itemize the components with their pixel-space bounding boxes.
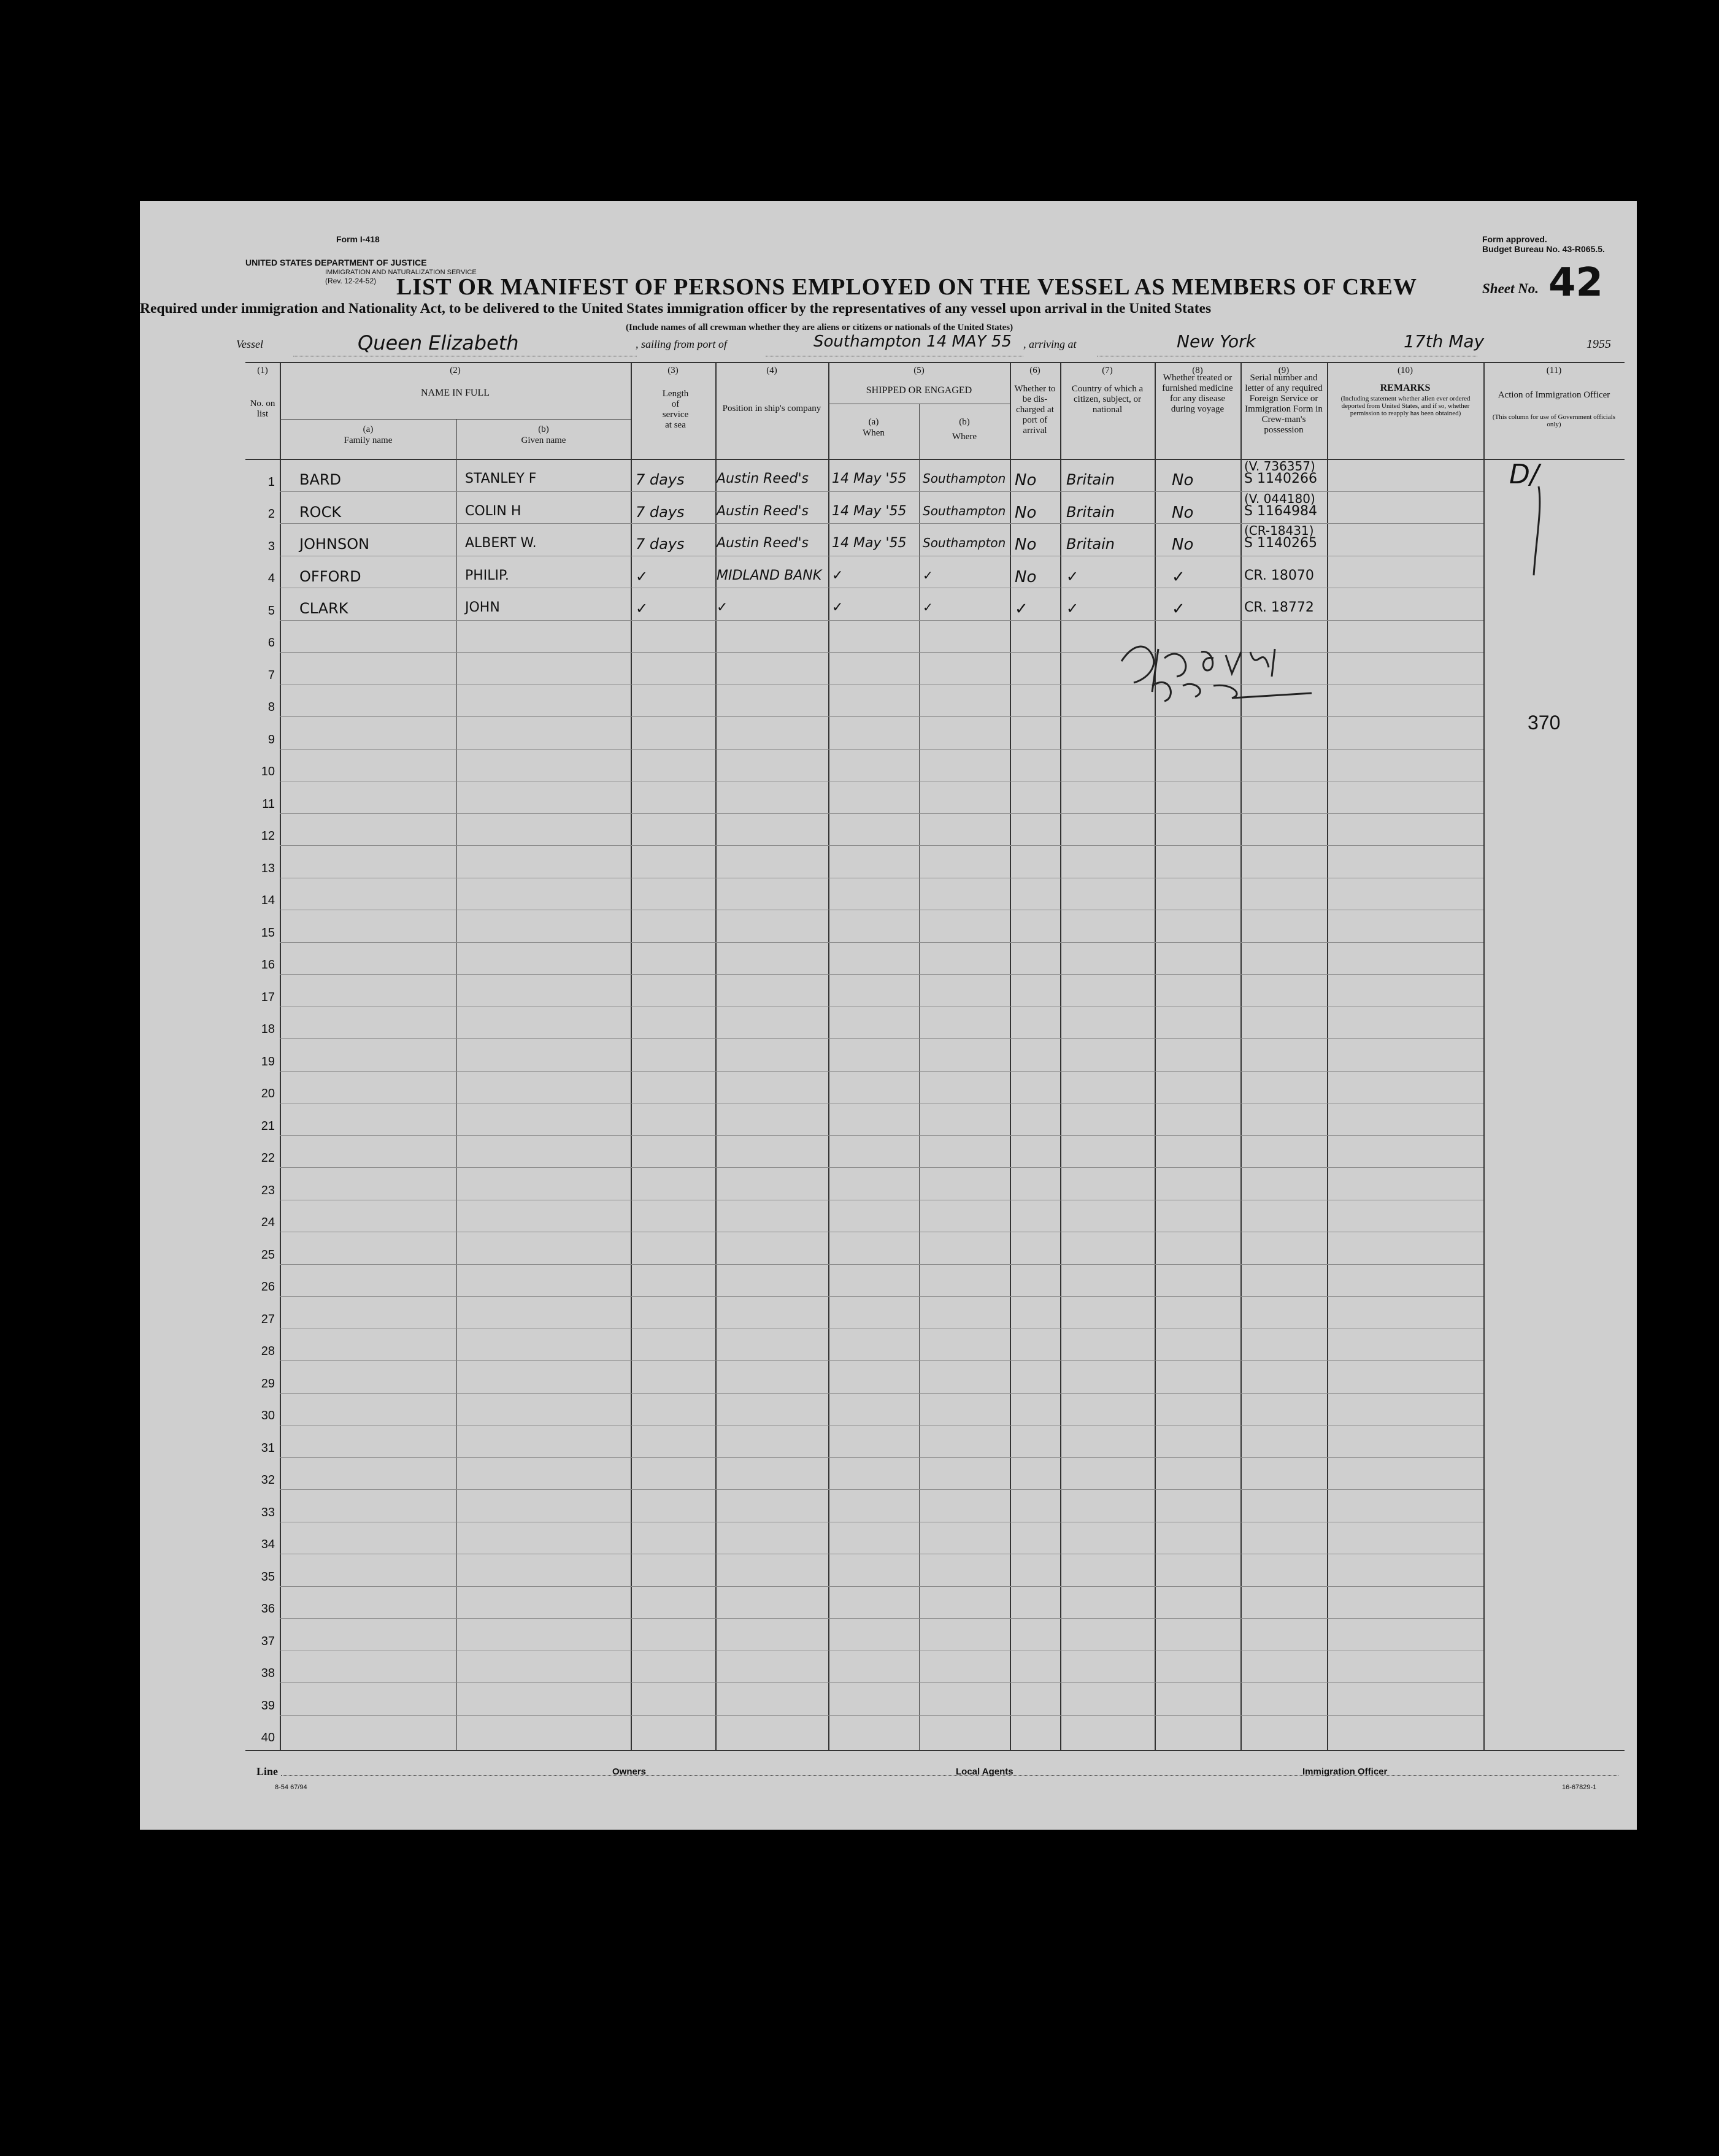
year: 1955: [1586, 337, 1611, 351]
row-number: 30: [261, 1409, 275, 1422]
stamp-370: 370: [1528, 712, 1561, 734]
row-rule: [280, 1360, 1483, 1361]
where-cell: ✓: [923, 567, 933, 583]
row-number: 14: [261, 894, 275, 907]
officer-stroke: [1520, 483, 1557, 581]
treated-cell: No: [1172, 471, 1194, 489]
family-name-cell: BARD: [299, 471, 342, 488]
serial-top-cell: (CR-18431): [1244, 523, 1314, 538]
col-number-6: (6): [1029, 366, 1040, 375]
col-header-where: Where: [952, 432, 977, 442]
service-cell: 7 days: [636, 535, 685, 553]
arriving-date: 17th May: [1404, 331, 1485, 351]
family-name-cell: JOHNSON: [299, 535, 370, 553]
row-rule: [280, 1457, 1483, 1458]
row-rule: [280, 813, 1483, 814]
col-header-treated: Whether treated or furnished medicine for any disease during voyage: [1162, 373, 1233, 414]
col-header-when: When: [863, 428, 885, 438]
when-cell: 14 May '55: [832, 471, 907, 486]
col-number-9: (9): [1278, 366, 1290, 375]
row-rule: [280, 1682, 1483, 1683]
row-rule: [280, 1296, 1483, 1297]
officer-mark: D/: [1509, 459, 1539, 490]
row-number: 40: [261, 1731, 275, 1744]
discharged-cell: ✓: [1015, 600, 1028, 618]
where-cell: Southampton: [923, 471, 1006, 486]
col-number-8: (8): [1192, 366, 1203, 375]
when-cell: 14 May '55: [832, 503, 907, 519]
position-cell: Austin Reed's: [717, 535, 809, 551]
position-cell: MIDLAND BANK: [717, 567, 822, 583]
row-number: 29: [261, 1376, 275, 1391]
row-number: 24: [261, 1216, 275, 1229]
row-number: 9: [267, 732, 275, 746]
revision: (Rev. 12-24-52): [325, 277, 377, 285]
col-header-length-of-service: Length of service at sea: [662, 389, 689, 430]
when-cell: 14 May '55: [832, 535, 907, 551]
given-name-cell: PHILIP.: [465, 567, 509, 583]
row-number: 35: [261, 1570, 275, 1584]
row-rule: [280, 716, 1483, 717]
row-rule: [280, 1586, 1483, 1587]
position-cell: Austin Reed's: [717, 503, 809, 519]
col-header-no-on-list: No. on list: [250, 399, 275, 419]
crew-manifest-form: [140, 201, 1637, 1830]
where-cell: ✓: [923, 600, 933, 615]
where-cell: Southampton: [923, 503, 1006, 518]
footer-line-label: Line: [256, 1765, 279, 1778]
row-number: 2: [267, 507, 275, 521]
when-cell: ✓: [832, 567, 844, 583]
row-number: 21: [261, 1119, 275, 1133]
row-number: 12: [261, 829, 275, 843]
col-number-2: (2): [450, 366, 461, 375]
sheet-label: Sheet No.: [1482, 281, 1539, 296]
row-number: 15: [261, 926, 275, 940]
footer-owners: Owners: [612, 1767, 647, 1777]
row-rule: [280, 942, 1483, 943]
col-header-remarks-note: (Including statement whether alien ever ordered deported from United States, and if so, whether permission to reapply has been obtained): [1340, 395, 1471, 417]
row-number: 13: [261, 861, 275, 875]
serial-top-cell: (V. 736357): [1244, 459, 1315, 474]
vessel-name: Queen Elizabeth: [358, 331, 519, 355]
row-rule: [280, 1135, 1483, 1136]
sailing-port: Southampton 14 MAY 55: [813, 332, 1012, 351]
service-cell: 7 days: [636, 471, 685, 488]
treated-cell: No: [1172, 503, 1194, 522]
country-cell: Britain: [1066, 535, 1115, 553]
serial-cell: S 1140265: [1244, 535, 1317, 551]
row-rule: [280, 1715, 1483, 1716]
col-header-name: NAME IN FULL: [421, 388, 490, 398]
discharged-cell: No: [1015, 535, 1037, 554]
row-number: 25: [261, 1248, 275, 1262]
discharged-cell: No: [1015, 471, 1037, 489]
service: IMMIGRATION AND NATURALIZATION SERVICE: [325, 269, 477, 276]
row-number: 5: [267, 604, 275, 618]
signature: [1109, 624, 1367, 704]
row-rule: [280, 620, 1483, 621]
row-number: 7: [267, 668, 275, 682]
serial-cell: CR. 18070: [1244, 567, 1314, 583]
col-header-serial: Serial number and letter of any required Foreign Service or Immigration Form in Crew-man's possession: [1245, 373, 1323, 435]
row-number: 38: [261, 1667, 275, 1680]
row-number: 10: [261, 765, 275, 778]
row-number: 16: [261, 958, 275, 972]
col-header-family-letter: (a): [363, 424, 374, 434]
col-number-3: (3): [667, 366, 679, 375]
row-number: 28: [261, 1345, 275, 1358]
row-rule: [280, 1071, 1483, 1072]
include-note: (Include names of all crewman whether they are aliens or citizens or nationals of the United States): [626, 323, 1013, 332]
row-number: 32: [261, 1473, 275, 1487]
department: UNITED STATES DEPARTMENT OF JUSTICE: [245, 258, 427, 267]
given-name-cell: COLIN H: [465, 503, 521, 519]
row-number: 22: [261, 1151, 275, 1165]
page-title: LIST OR MANIFEST OF PERSONS EMPLOYED ON THE VESSEL AS MEMBERS OF CREW: [396, 274, 1417, 300]
service-cell: ✓: [636, 567, 648, 585]
row-number: 11: [262, 797, 275, 811]
country-cell: Britain: [1066, 503, 1115, 521]
form-approved: Form approved.: [1482, 234, 1547, 244]
col-header-remarks: REMARKS: [1380, 383, 1431, 393]
row-rule: [280, 974, 1483, 975]
col-number-7: (7): [1102, 366, 1113, 375]
row-number: 17: [261, 990, 275, 1004]
form-number: Form I-418: [336, 234, 380, 244]
footer-local-agents: Local Agents: [956, 1767, 1013, 1777]
serial-top-cell: (V. 044180): [1244, 491, 1315, 506]
service-cell: 7 days: [636, 503, 685, 521]
serial-cell: S 1140266: [1244, 471, 1317, 486]
row-number: 36: [261, 1602, 275, 1616]
row-number: 8: [267, 700, 275, 714]
treated-cell: ✓: [1172, 600, 1185, 618]
row-rule: [280, 1393, 1483, 1394]
discharged-cell: No: [1015, 503, 1037, 522]
serial-cell: S 1164984: [1244, 503, 1317, 519]
col-number-1: (1): [257, 366, 268, 375]
country-cell: ✓: [1066, 567, 1079, 585]
sheet-number: 42: [1548, 260, 1604, 305]
footer-print-code: 8-54 67/94: [275, 1784, 307, 1791]
row-number: 19: [261, 1054, 275, 1068]
row-number: 1: [267, 475, 275, 489]
country-cell: Britain: [1066, 471, 1115, 488]
row-number: 31: [261, 1441, 275, 1455]
row-number: 3: [267, 539, 275, 553]
treated-cell: ✓: [1172, 567, 1185, 586]
col-number-11: (11): [1546, 366, 1562, 375]
row-number: 26: [261, 1280, 275, 1294]
sailing-label: , sailing from port of: [636, 338, 727, 350]
row-number: 33: [261, 1505, 275, 1519]
given-name-cell: ALBERT W.: [465, 535, 537, 551]
country-cell: ✓: [1066, 600, 1079, 617]
row-number: 18: [261, 1022, 275, 1036]
family-name-cell: OFFORD: [299, 567, 361, 585]
col-header-country: Country of which a citizen, subject, or national: [1071, 384, 1144, 415]
row-rule: [280, 1264, 1483, 1265]
budget-bureau: Budget Bureau No. 43-R065.5.: [1482, 244, 1605, 254]
row-rule: [280, 1038, 1483, 1039]
col-header-given-letter: (b): [538, 424, 549, 434]
arriving-label: , arriving at: [1023, 338, 1077, 350]
discharged-cell: No: [1015, 567, 1037, 586]
col-header-shipped: SHIPPED OR ENGAGED: [866, 385, 972, 396]
row-number: 39: [261, 1698, 275, 1713]
given-name-cell: JOHN: [465, 600, 500, 615]
row-rule: [280, 1167, 1483, 1168]
row-number: 27: [261, 1312, 275, 1326]
row-rule: [280, 1618, 1483, 1619]
where-cell: Southampton: [923, 535, 1006, 550]
treated-cell: No: [1172, 535, 1194, 554]
col-header-action-note: (This column for use of Government officials only): [1492, 413, 1616, 428]
row-rule: [280, 749, 1483, 750]
col-header-action: Action of Immigration Officer: [1498, 390, 1610, 400]
position-cell: Austin Reed's: [717, 471, 809, 486]
col-number-4: (4): [766, 366, 777, 375]
footer-form-code: 16-67829-1: [1562, 1784, 1597, 1791]
footer-immigration-officer: Immigration Officer: [1302, 1767, 1388, 1777]
col-number-5: (5): [913, 366, 925, 375]
row-rule: [280, 1489, 1483, 1490]
given-name-cell: STANLEY F: [465, 471, 537, 486]
serial-cell: CR. 18772: [1244, 600, 1314, 615]
position-cell: ✓: [717, 600, 728, 615]
row-rule: [280, 845, 1483, 846]
required-statement: Required under immigration and Nationality Act, to be delivered to the United States immigration officer by the representatives of any vessel upon arrival in the United States: [140, 301, 1212, 316]
row-number: 20: [261, 1087, 275, 1100]
row-number: 23: [261, 1183, 275, 1197]
arriving-port: New York: [1177, 331, 1256, 351]
row-number: 4: [267, 572, 275, 585]
row-number: 6: [267, 636, 275, 650]
when-cell: ✓: [832, 600, 844, 615]
family-name-cell: CLARK: [299, 600, 348, 617]
col-header-position: Position in ship's company: [722, 404, 821, 413]
vessel-label: Vessel: [236, 338, 263, 350]
row-number: 34: [261, 1538, 275, 1551]
col-number-10: (10): [1398, 366, 1413, 375]
service-cell: ✓: [636, 600, 648, 617]
family-name-cell: ROCK: [299, 503, 342, 521]
row-number: 37: [261, 1634, 275, 1648]
col-header-where-letter: (b): [959, 417, 970, 427]
col-header-family-name: Family name: [344, 435, 393, 445]
col-header-discharged: Whether to be dis-charged at port of arrival: [1014, 384, 1056, 435]
col-header-given-name: Given name: [521, 435, 566, 445]
col-header-when-letter: (a): [868, 417, 879, 427]
